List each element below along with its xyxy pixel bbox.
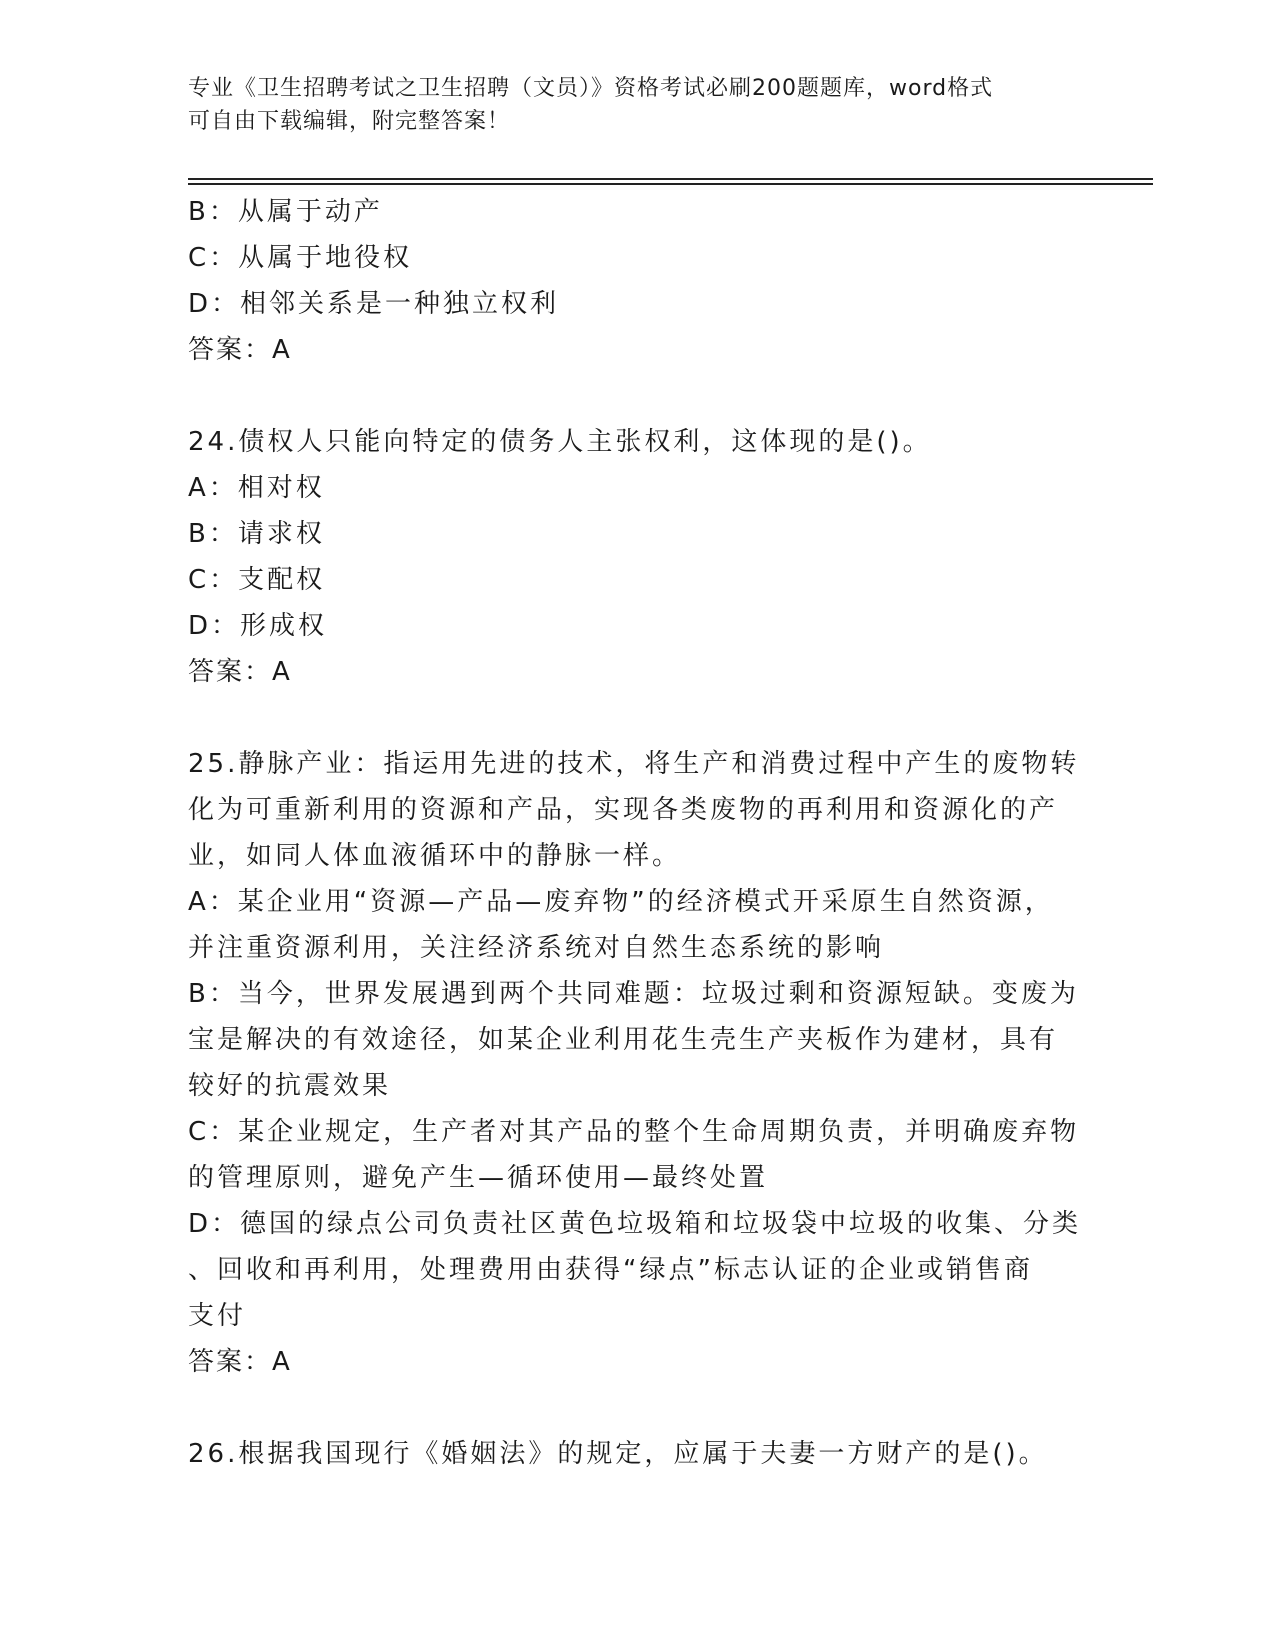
option-a-line: 并注重资源利用，关注经济系统对自然生态系统的影响 <box>188 933 885 963</box>
option-b: B：请求权 <box>188 519 325 549</box>
question-stem <box>188 741 1078 879</box>
option-d: D：形成权 <box>188 611 328 641</box>
header-divider-bottom <box>188 183 1153 185</box>
question-stem: 26.根据我国现行《婚姻法》的规定，应属于夫妻一方财产的是()。 <box>188 1439 1048 1469</box>
option-d-line: 、回收和再利用，处理费用由获得“绿点”标志认证的企业或销售商 <box>188 1255 1033 1285</box>
option-d-line: 支付 <box>188 1301 247 1331</box>
question-stem-line: 化为可重新利用的资源和产品，实现各类废物的再利用和资源化的产 <box>188 795 1059 825</box>
option-a-line: A：某企业用“资源—产品—废弃物”的经济模式开采原生自然资源， <box>188 887 1054 917</box>
question-23 <box>188 189 1078 373</box>
option-c: C：从属于地役权 <box>188 243 413 273</box>
header-title-line-2: 可自由下载编辑，附完整答案！ <box>188 109 511 134</box>
spacer <box>188 1385 1078 1431</box>
question-25 <box>188 741 1082 1385</box>
question-24 <box>188 419 1078 695</box>
spacer <box>188 373 1078 419</box>
header-title-line-1: 专业《卫生招聘考试之卫生招聘（文员）》资格考试必刷200题题库，word格式 <box>188 76 994 101</box>
option-c <box>188 1109 1078 1201</box>
option-c: C：支配权 <box>188 565 326 595</box>
question-stem-line: 25.静脉产业：指运用先进的技术，将生产和消费过程中产生的废物转 <box>188 749 1080 779</box>
question-stem: 24.债权人只能向特定的债务人主张权利，这体现的是()。 <box>188 427 932 457</box>
option-b-line: B：当今，世界发展遇到两个共同难题：垃圾过剩和资源短缺。变废为 <box>188 979 1079 1009</box>
answer: 答案：A <box>188 1347 292 1377</box>
option-b: B：从属于动产 <box>188 197 383 227</box>
option-b-line: 较好的抗震效果 <box>188 1071 392 1101</box>
answer: 答案：A <box>188 657 292 687</box>
option-c-line: 的管理原则，避免产生—循环使用—最终处置 <box>188 1163 769 1193</box>
option-a <box>188 879 1078 971</box>
spacer <box>188 695 1078 741</box>
question-26 <box>188 1431 1078 1477</box>
document-header <box>188 72 1068 138</box>
option-d <box>188 1201 1082 1339</box>
option-a: A：相对权 <box>188 473 325 503</box>
question-content <box>188 189 1082 1477</box>
answer: 答案：A <box>188 335 292 365</box>
header-divider-top <box>188 178 1153 180</box>
question-stem-line: 业，如同人体血液循环中的静脉一样。 <box>188 841 682 871</box>
option-d-line: D：德国的绿点公司负责社区黄色垃圾箱和垃圾袋中垃圾的收集、分类 <box>188 1209 1082 1239</box>
option-d: D：相邻关系是一种独立权利 <box>188 289 560 319</box>
option-b-line: 宝是解决的有效途径，如某企业利用花生壳生产夹板作为建材，具有 <box>188 1025 1059 1055</box>
option-b <box>188 971 1078 1109</box>
option-c-line: C：某企业规定，生产者对其产品的整个生命周期负责，并明确废弃物 <box>188 1117 1080 1147</box>
